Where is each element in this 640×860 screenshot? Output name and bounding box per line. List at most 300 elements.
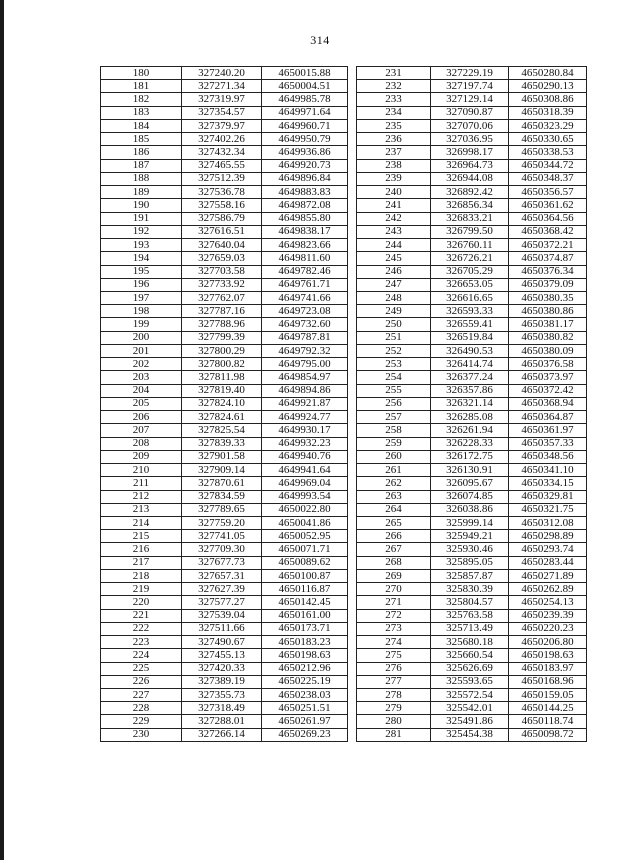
right-y-coordinate-cell: 4650293.74 bbox=[509, 543, 587, 556]
left-point-number-cell: 193 bbox=[101, 239, 182, 252]
right-y-coordinate-cell: 4650239.39 bbox=[509, 609, 587, 622]
right-y-coordinate-cell: 4650361.62 bbox=[509, 199, 587, 212]
table-row bbox=[101, 239, 587, 252]
left-x-coordinate-cell: 327490.67 bbox=[182, 636, 262, 649]
table-row bbox=[101, 331, 587, 344]
left-y-coordinate-cell: 4649741.66 bbox=[262, 291, 348, 304]
left-y-coordinate-cell: 4650212.96 bbox=[262, 662, 348, 675]
right-point-number-cell: 249 bbox=[357, 305, 431, 318]
left-y-coordinate-cell: 4650161.00 bbox=[262, 609, 348, 622]
coordinates-table-body bbox=[101, 67, 587, 742]
right-x-coordinate-cell: 325572.54 bbox=[431, 689, 509, 702]
left-x-coordinate-cell: 327799.39 bbox=[182, 331, 262, 344]
column-separator bbox=[348, 159, 357, 172]
left-point-number-cell: 185 bbox=[101, 133, 182, 146]
right-y-coordinate-cell: 4650348.37 bbox=[509, 172, 587, 185]
left-point-number-cell: 227 bbox=[101, 689, 182, 702]
right-y-coordinate-cell: 4650334.15 bbox=[509, 477, 587, 490]
right-y-coordinate-cell: 4650271.89 bbox=[509, 569, 587, 582]
left-point-number-cell: 216 bbox=[101, 543, 182, 556]
right-point-number-cell: 276 bbox=[357, 662, 431, 675]
left-point-number-cell: 217 bbox=[101, 556, 182, 569]
right-y-coordinate-cell: 4650220.23 bbox=[509, 622, 587, 635]
table-row bbox=[101, 556, 587, 569]
right-x-coordinate-cell: 325454.38 bbox=[431, 728, 509, 741]
right-x-coordinate-cell: 326377.24 bbox=[431, 371, 509, 384]
left-point-number-cell: 181 bbox=[101, 80, 182, 93]
right-y-coordinate-cell: 4650376.34 bbox=[509, 265, 587, 278]
right-x-coordinate-cell: 325593.65 bbox=[431, 675, 509, 688]
right-y-coordinate-cell: 4650373.97 bbox=[509, 371, 587, 384]
table-row bbox=[101, 344, 587, 357]
left-y-coordinate-cell: 4649782.46 bbox=[262, 265, 348, 278]
right-point-number-cell: 273 bbox=[357, 622, 431, 635]
left-y-coordinate-cell: 4649787.81 bbox=[262, 331, 348, 344]
left-x-coordinate-cell: 327511.66 bbox=[182, 622, 262, 635]
right-point-number-cell: 245 bbox=[357, 252, 431, 265]
column-separator bbox=[348, 464, 357, 477]
right-x-coordinate-cell: 326856.34 bbox=[431, 199, 509, 212]
left-point-number-cell: 202 bbox=[101, 358, 182, 371]
left-y-coordinate-cell: 4650100.87 bbox=[262, 569, 348, 582]
column-separator bbox=[348, 199, 357, 212]
right-x-coordinate-cell: 326593.33 bbox=[431, 305, 509, 318]
column-separator bbox=[348, 186, 357, 199]
left-point-number-cell: 191 bbox=[101, 212, 182, 225]
right-point-number-cell: 250 bbox=[357, 318, 431, 331]
right-point-number-cell: 235 bbox=[357, 119, 431, 132]
right-point-number-cell: 256 bbox=[357, 397, 431, 410]
left-point-number-cell: 196 bbox=[101, 278, 182, 291]
column-separator bbox=[348, 133, 357, 146]
right-x-coordinate-cell: 326172.75 bbox=[431, 450, 509, 463]
left-point-number-cell: 198 bbox=[101, 305, 182, 318]
right-x-coordinate-cell: 327197.74 bbox=[431, 80, 509, 93]
left-x-coordinate-cell: 327741.05 bbox=[182, 530, 262, 543]
column-separator bbox=[348, 397, 357, 410]
column-separator bbox=[348, 265, 357, 278]
left-x-coordinate-cell: 327512.39 bbox=[182, 172, 262, 185]
right-point-number-cell: 267 bbox=[357, 543, 431, 556]
left-point-number-cell: 224 bbox=[101, 649, 182, 662]
right-x-coordinate-cell: 326726.21 bbox=[431, 252, 509, 265]
left-x-coordinate-cell: 327318.49 bbox=[182, 702, 262, 715]
left-point-number-cell: 200 bbox=[101, 331, 182, 344]
right-point-number-cell: 238 bbox=[357, 159, 431, 172]
right-y-coordinate-cell: 4650098.72 bbox=[509, 728, 587, 741]
right-point-number-cell: 233 bbox=[357, 93, 431, 106]
column-separator bbox=[348, 516, 357, 529]
left-point-number-cell: 209 bbox=[101, 450, 182, 463]
right-y-coordinate-cell: 4650372.21 bbox=[509, 239, 587, 252]
right-x-coordinate-cell: 326559.41 bbox=[431, 318, 509, 331]
right-y-coordinate-cell: 4650376.58 bbox=[509, 358, 587, 371]
column-separator bbox=[348, 239, 357, 252]
left-y-coordinate-cell: 4650071.71 bbox=[262, 543, 348, 556]
left-x-coordinate-cell: 327733.92 bbox=[182, 278, 262, 291]
left-y-coordinate-cell: 4649792.32 bbox=[262, 344, 348, 357]
right-y-coordinate-cell: 4650357.33 bbox=[509, 437, 587, 450]
table-row bbox=[101, 278, 587, 291]
right-y-coordinate-cell: 4650338.53 bbox=[509, 146, 587, 159]
right-y-coordinate-cell: 4650321.75 bbox=[509, 503, 587, 516]
column-separator bbox=[348, 728, 357, 741]
right-x-coordinate-cell: 326285.08 bbox=[431, 411, 509, 424]
right-point-number-cell: 237 bbox=[357, 146, 431, 159]
right-point-number-cell: 255 bbox=[357, 384, 431, 397]
left-point-number-cell: 199 bbox=[101, 318, 182, 331]
left-point-number-cell: 225 bbox=[101, 662, 182, 675]
left-x-coordinate-cell: 327266.14 bbox=[182, 728, 262, 741]
left-x-coordinate-cell: 327379.97 bbox=[182, 119, 262, 132]
left-y-coordinate-cell: 4650116.87 bbox=[262, 583, 348, 596]
right-point-number-cell: 264 bbox=[357, 503, 431, 516]
left-point-number-cell: 204 bbox=[101, 384, 182, 397]
right-x-coordinate-cell: 325895.05 bbox=[431, 556, 509, 569]
table-row bbox=[101, 728, 587, 741]
left-x-coordinate-cell: 327536.78 bbox=[182, 186, 262, 199]
column-separator bbox=[348, 424, 357, 437]
table-row bbox=[101, 569, 587, 582]
right-point-number-cell: 242 bbox=[357, 212, 431, 225]
table-row bbox=[101, 252, 587, 265]
right-x-coordinate-cell: 326414.74 bbox=[431, 358, 509, 371]
right-y-coordinate-cell: 4650380.82 bbox=[509, 331, 587, 344]
right-y-coordinate-cell: 4650118.74 bbox=[509, 715, 587, 728]
right-point-number-cell: 243 bbox=[357, 225, 431, 238]
left-point-number-cell: 215 bbox=[101, 530, 182, 543]
table-row bbox=[101, 477, 587, 490]
left-point-number-cell: 218 bbox=[101, 569, 182, 582]
table-row bbox=[101, 397, 587, 410]
right-y-coordinate-cell: 4650329.81 bbox=[509, 490, 587, 503]
right-x-coordinate-cell: 326130.91 bbox=[431, 464, 509, 477]
column-separator bbox=[348, 530, 357, 543]
right-point-number-cell: 278 bbox=[357, 689, 431, 702]
left-x-coordinate-cell: 327762.07 bbox=[182, 291, 262, 304]
right-x-coordinate-cell: 325763.58 bbox=[431, 609, 509, 622]
left-y-coordinate-cell: 4650089.62 bbox=[262, 556, 348, 569]
right-x-coordinate-cell: 326038.86 bbox=[431, 503, 509, 516]
left-x-coordinate-cell: 327402.26 bbox=[182, 133, 262, 146]
table-row bbox=[101, 186, 587, 199]
right-y-coordinate-cell: 4650198.63 bbox=[509, 649, 587, 662]
left-point-number-cell: 182 bbox=[101, 93, 182, 106]
left-point-number-cell: 201 bbox=[101, 344, 182, 357]
right-x-coordinate-cell: 327070.06 bbox=[431, 119, 509, 132]
left-x-coordinate-cell: 327455.13 bbox=[182, 649, 262, 662]
right-point-number-cell: 269 bbox=[357, 569, 431, 582]
right-y-coordinate-cell: 4650312.08 bbox=[509, 516, 587, 529]
right-x-coordinate-cell: 327090.87 bbox=[431, 106, 509, 119]
column-separator bbox=[348, 556, 357, 569]
column-separator bbox=[348, 622, 357, 635]
right-x-coordinate-cell: 326519.84 bbox=[431, 331, 509, 344]
right-y-coordinate-cell: 4650368.94 bbox=[509, 397, 587, 410]
right-point-number-cell: 268 bbox=[357, 556, 431, 569]
left-x-coordinate-cell: 327800.29 bbox=[182, 344, 262, 357]
left-x-coordinate-cell: 327811.98 bbox=[182, 371, 262, 384]
right-x-coordinate-cell: 325804.57 bbox=[431, 596, 509, 609]
left-point-number-cell: 188 bbox=[101, 172, 182, 185]
right-x-coordinate-cell: 325713.49 bbox=[431, 622, 509, 635]
right-x-coordinate-cell: 325857.87 bbox=[431, 569, 509, 582]
left-y-coordinate-cell: 4650183.23 bbox=[262, 636, 348, 649]
right-y-coordinate-cell: 4650144.25 bbox=[509, 702, 587, 715]
right-point-number-cell: 241 bbox=[357, 199, 431, 212]
left-point-number-cell: 180 bbox=[101, 67, 182, 80]
column-separator bbox=[348, 119, 357, 132]
left-point-number-cell: 211 bbox=[101, 477, 182, 490]
left-y-coordinate-cell: 4649883.83 bbox=[262, 186, 348, 199]
right-point-number-cell: 239 bbox=[357, 172, 431, 185]
table-row bbox=[101, 305, 587, 318]
table-row bbox=[101, 516, 587, 529]
right-y-coordinate-cell: 4650183.97 bbox=[509, 662, 587, 675]
left-point-number-cell: 212 bbox=[101, 490, 182, 503]
right-y-coordinate-cell: 4650368.42 bbox=[509, 225, 587, 238]
column-separator bbox=[348, 596, 357, 609]
left-y-coordinate-cell: 4650269.23 bbox=[262, 728, 348, 741]
column-separator bbox=[348, 172, 357, 185]
left-point-number-cell: 186 bbox=[101, 146, 182, 159]
left-x-coordinate-cell: 327640.04 bbox=[182, 239, 262, 252]
left-y-coordinate-cell: 4650041.86 bbox=[262, 516, 348, 529]
right-y-coordinate-cell: 4650290.13 bbox=[509, 80, 587, 93]
table-row bbox=[101, 503, 587, 516]
left-point-number-cell: 183 bbox=[101, 106, 182, 119]
right-x-coordinate-cell: 325491.86 bbox=[431, 715, 509, 728]
right-point-number-cell: 280 bbox=[357, 715, 431, 728]
right-point-number-cell: 251 bbox=[357, 331, 431, 344]
left-point-number-cell: 210 bbox=[101, 464, 182, 477]
left-x-coordinate-cell: 327659.03 bbox=[182, 252, 262, 265]
left-x-coordinate-cell: 327319.97 bbox=[182, 93, 262, 106]
right-point-number-cell: 246 bbox=[357, 265, 431, 278]
right-x-coordinate-cell: 326760.11 bbox=[431, 239, 509, 252]
table-row bbox=[101, 67, 587, 80]
right-y-coordinate-cell: 4650280.84 bbox=[509, 67, 587, 80]
table-row bbox=[101, 212, 587, 225]
left-x-coordinate-cell: 327834.59 bbox=[182, 490, 262, 503]
left-point-number-cell: 219 bbox=[101, 583, 182, 596]
column-separator bbox=[348, 609, 357, 622]
left-y-coordinate-cell: 4650198.63 bbox=[262, 649, 348, 662]
left-point-number-cell: 221 bbox=[101, 609, 182, 622]
left-y-coordinate-cell: 4650251.51 bbox=[262, 702, 348, 715]
column-separator bbox=[348, 225, 357, 238]
left-point-number-cell: 187 bbox=[101, 159, 182, 172]
column-separator bbox=[348, 490, 357, 503]
right-x-coordinate-cell: 326892.42 bbox=[431, 186, 509, 199]
left-point-number-cell: 214 bbox=[101, 516, 182, 529]
left-y-coordinate-cell: 4649921.87 bbox=[262, 397, 348, 410]
right-point-number-cell: 262 bbox=[357, 477, 431, 490]
right-x-coordinate-cell: 325999.14 bbox=[431, 516, 509, 529]
left-y-coordinate-cell: 4649811.60 bbox=[262, 252, 348, 265]
right-point-number-cell: 274 bbox=[357, 636, 431, 649]
left-x-coordinate-cell: 327787.16 bbox=[182, 305, 262, 318]
right-x-coordinate-cell: 326705.29 bbox=[431, 265, 509, 278]
table-row bbox=[101, 265, 587, 278]
right-x-coordinate-cell: 326095.67 bbox=[431, 477, 509, 490]
left-x-coordinate-cell: 327788.96 bbox=[182, 318, 262, 331]
right-y-coordinate-cell: 4650380.09 bbox=[509, 344, 587, 357]
table-row bbox=[101, 702, 587, 715]
column-separator bbox=[348, 344, 357, 357]
table-row bbox=[101, 358, 587, 371]
left-x-coordinate-cell: 327909.14 bbox=[182, 464, 262, 477]
left-x-coordinate-cell: 327870.61 bbox=[182, 477, 262, 490]
left-point-number-cell: 195 bbox=[101, 265, 182, 278]
table-row bbox=[101, 146, 587, 159]
left-y-coordinate-cell: 4649896.84 bbox=[262, 172, 348, 185]
left-x-coordinate-cell: 327800.82 bbox=[182, 358, 262, 371]
left-y-coordinate-cell: 4649920.73 bbox=[262, 159, 348, 172]
column-separator bbox=[348, 649, 357, 662]
column-separator bbox=[348, 305, 357, 318]
column-separator bbox=[348, 411, 357, 424]
left-point-number-cell: 206 bbox=[101, 411, 182, 424]
column-separator bbox=[348, 437, 357, 450]
left-y-coordinate-cell: 4649854.97 bbox=[262, 371, 348, 384]
left-y-coordinate-cell: 4650173.71 bbox=[262, 622, 348, 635]
right-point-number-cell: 252 bbox=[357, 344, 431, 357]
right-y-coordinate-cell: 4650168.96 bbox=[509, 675, 587, 688]
left-point-number-cell: 223 bbox=[101, 636, 182, 649]
table-row bbox=[101, 622, 587, 635]
right-point-number-cell: 279 bbox=[357, 702, 431, 715]
left-x-coordinate-cell: 327465.55 bbox=[182, 159, 262, 172]
right-y-coordinate-cell: 4650341.10 bbox=[509, 464, 587, 477]
right-point-number-cell: 240 bbox=[357, 186, 431, 199]
right-y-coordinate-cell: 4650318.39 bbox=[509, 106, 587, 119]
left-y-coordinate-cell: 4649795.00 bbox=[262, 358, 348, 371]
right-point-number-cell: 263 bbox=[357, 490, 431, 503]
left-y-coordinate-cell: 4650022.80 bbox=[262, 503, 348, 516]
right-point-number-cell: 236 bbox=[357, 133, 431, 146]
left-x-coordinate-cell: 327586.79 bbox=[182, 212, 262, 225]
right-x-coordinate-cell: 326228.33 bbox=[431, 437, 509, 450]
right-y-coordinate-cell: 4650348.56 bbox=[509, 450, 587, 463]
table-row bbox=[101, 530, 587, 543]
column-separator bbox=[348, 371, 357, 384]
column-separator bbox=[348, 384, 357, 397]
right-y-coordinate-cell: 4650356.57 bbox=[509, 186, 587, 199]
column-separator bbox=[348, 543, 357, 556]
column-separator bbox=[348, 477, 357, 490]
table-row bbox=[101, 172, 587, 185]
table-row bbox=[101, 384, 587, 397]
left-point-number-cell: 229 bbox=[101, 715, 182, 728]
left-y-coordinate-cell: 4650142.45 bbox=[262, 596, 348, 609]
table-row bbox=[101, 133, 587, 146]
right-point-number-cell: 244 bbox=[357, 239, 431, 252]
right-point-number-cell: 254 bbox=[357, 371, 431, 384]
table-row bbox=[101, 93, 587, 106]
left-x-coordinate-cell: 327759.20 bbox=[182, 516, 262, 529]
table-row bbox=[101, 649, 587, 662]
right-x-coordinate-cell: 327229.19 bbox=[431, 67, 509, 80]
left-y-coordinate-cell: 4649993.54 bbox=[262, 490, 348, 503]
left-x-coordinate-cell: 327677.73 bbox=[182, 556, 262, 569]
right-y-coordinate-cell: 4650298.89 bbox=[509, 530, 587, 543]
column-separator bbox=[348, 278, 357, 291]
column-separator bbox=[348, 503, 357, 516]
column-separator bbox=[348, 318, 357, 331]
table-row bbox=[101, 662, 587, 675]
right-point-number-cell: 231 bbox=[357, 67, 431, 80]
left-y-coordinate-cell: 4649723.08 bbox=[262, 305, 348, 318]
table-row bbox=[101, 437, 587, 450]
table-row bbox=[101, 106, 587, 119]
right-y-coordinate-cell: 4650262.89 bbox=[509, 583, 587, 596]
right-y-coordinate-cell: 4650379.09 bbox=[509, 278, 587, 291]
column-separator bbox=[348, 291, 357, 304]
left-x-coordinate-cell: 327558.16 bbox=[182, 199, 262, 212]
right-point-number-cell: 266 bbox=[357, 530, 431, 543]
left-point-number-cell: 213 bbox=[101, 503, 182, 516]
left-y-coordinate-cell: 4649960.71 bbox=[262, 119, 348, 132]
left-x-coordinate-cell: 327819.40 bbox=[182, 384, 262, 397]
right-x-coordinate-cell: 326799.50 bbox=[431, 225, 509, 238]
left-x-coordinate-cell: 327355.73 bbox=[182, 689, 262, 702]
column-separator bbox=[348, 358, 357, 371]
left-y-coordinate-cell: 4649932.23 bbox=[262, 437, 348, 450]
left-point-number-cell: 228 bbox=[101, 702, 182, 715]
right-y-coordinate-cell: 4650374.87 bbox=[509, 252, 587, 265]
left-point-number-cell: 184 bbox=[101, 119, 182, 132]
left-y-coordinate-cell: 4649969.04 bbox=[262, 477, 348, 490]
column-separator bbox=[348, 662, 357, 675]
right-point-number-cell: 253 bbox=[357, 358, 431, 371]
left-point-number-cell: 192 bbox=[101, 225, 182, 238]
table-row bbox=[101, 291, 587, 304]
left-point-number-cell: 207 bbox=[101, 424, 182, 437]
column-separator bbox=[348, 80, 357, 93]
left-y-coordinate-cell: 4649985.78 bbox=[262, 93, 348, 106]
right-point-number-cell: 260 bbox=[357, 450, 431, 463]
left-point-number-cell: 226 bbox=[101, 675, 182, 688]
table-row bbox=[101, 371, 587, 384]
right-x-coordinate-cell: 325830.39 bbox=[431, 583, 509, 596]
column-separator bbox=[348, 146, 357, 159]
left-x-coordinate-cell: 327577.27 bbox=[182, 596, 262, 609]
left-x-coordinate-cell: 327839.33 bbox=[182, 437, 262, 450]
left-y-coordinate-cell: 4649894.86 bbox=[262, 384, 348, 397]
right-point-number-cell: 261 bbox=[357, 464, 431, 477]
left-y-coordinate-cell: 4649971.64 bbox=[262, 106, 348, 119]
left-x-coordinate-cell: 327824.10 bbox=[182, 397, 262, 410]
left-x-coordinate-cell: 327901.58 bbox=[182, 450, 262, 463]
table-row bbox=[101, 318, 587, 331]
left-x-coordinate-cell: 327789.65 bbox=[182, 503, 262, 516]
right-y-coordinate-cell: 4650344.72 bbox=[509, 159, 587, 172]
right-x-coordinate-cell: 326964.73 bbox=[431, 159, 509, 172]
left-y-coordinate-cell: 4650052.95 bbox=[262, 530, 348, 543]
left-y-coordinate-cell: 4649936.86 bbox=[262, 146, 348, 159]
left-y-coordinate-cell: 4650261.97 bbox=[262, 715, 348, 728]
left-y-coordinate-cell: 4649950.79 bbox=[262, 133, 348, 146]
right-x-coordinate-cell: 325680.18 bbox=[431, 636, 509, 649]
right-point-number-cell: 232 bbox=[357, 80, 431, 93]
left-x-coordinate-cell: 327288.01 bbox=[182, 715, 262, 728]
left-y-coordinate-cell: 4650238.03 bbox=[262, 689, 348, 702]
left-point-number-cell: 189 bbox=[101, 186, 182, 199]
left-x-coordinate-cell: 327824.61 bbox=[182, 411, 262, 424]
left-point-number-cell: 208 bbox=[101, 437, 182, 450]
table-row bbox=[101, 411, 587, 424]
